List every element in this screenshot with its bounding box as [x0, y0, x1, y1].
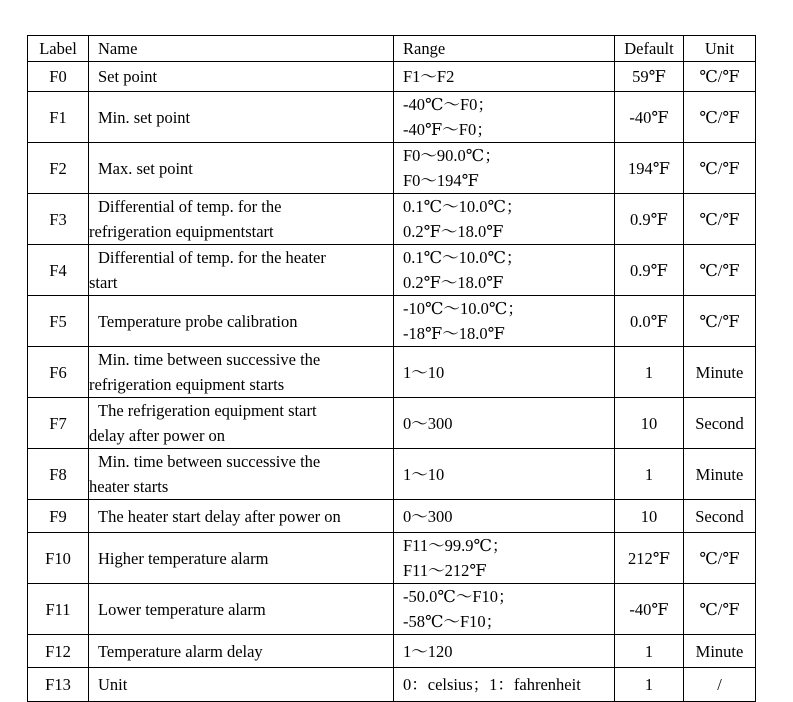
column-header-label: Label — [28, 36, 89, 62]
param-name — [89, 347, 394, 398]
table-row — [28, 449, 756, 500]
param-range-line: F0～194℉ — [403, 171, 479, 190]
param-label: F11 — [28, 584, 89, 635]
param-name-line: Temperature alarm delay — [98, 641, 263, 661]
param-range-line: 0～300 — [403, 506, 453, 526]
param-name — [89, 245, 394, 296]
param-name — [89, 398, 394, 449]
param-range-line: -10℃～10.0℃； — [403, 299, 524, 318]
param-default: 10 — [615, 398, 684, 449]
param-range-line: -40℃～F0； — [403, 95, 494, 114]
table-row — [28, 62, 756, 92]
param-range-line: -18℉～18.0℉ — [403, 324, 505, 343]
param-name — [89, 668, 394, 702]
table-row — [28, 245, 756, 296]
param-range-line: 0～300 — [403, 413, 453, 433]
param-unit: ℃/℉ — [684, 296, 756, 347]
param-range — [394, 347, 615, 398]
param-default: 0.0℉ — [615, 296, 684, 347]
param-range — [394, 500, 615, 533]
param-name-line: Lower temperature alarm — [98, 599, 266, 619]
param-label: F10 — [28, 533, 89, 584]
param-unit: ℃/℉ — [684, 533, 756, 584]
param-label: F5 — [28, 296, 89, 347]
param-range-line: F1～F2 — [403, 67, 455, 86]
param-range — [394, 398, 615, 449]
param-default: 1 — [615, 449, 684, 500]
param-name-line: Differential of temp. for the heater — [98, 248, 326, 267]
table-row — [28, 398, 756, 449]
column-header-unit: Unit — [684, 36, 756, 62]
param-label: F6 — [28, 347, 89, 398]
param-range — [394, 62, 615, 92]
param-name-line: The heater start delay after power on — [98, 506, 341, 526]
param-label: F13 — [28, 668, 89, 702]
param-name-line: heater starts — [89, 477, 169, 496]
param-name — [89, 533, 394, 584]
param-range-line: 1～120 — [403, 641, 453, 661]
param-label: F3 — [28, 194, 89, 245]
param-name — [89, 296, 394, 347]
param-range — [394, 449, 615, 500]
param-range-line: -50.0℃～F10； — [403, 587, 515, 606]
param-name-line: refrigeration equipmentstart — [89, 222, 274, 241]
param-unit: ℃/℉ — [684, 245, 756, 296]
param-range — [394, 92, 615, 143]
table-row — [28, 194, 756, 245]
param-range-line: 1～10 — [403, 362, 445, 382]
param-default: 0.9℉ — [615, 245, 684, 296]
param-unit: ℃/℉ — [684, 194, 756, 245]
param-range-line: 0.1℃～10.0℃； — [403, 197, 523, 216]
column-header-default: Default — [615, 36, 684, 62]
table-row — [28, 533, 756, 584]
param-unit: ℃/℉ — [684, 62, 756, 92]
param-name-line: Set point — [98, 67, 158, 86]
param-name-line: delay after power on — [89, 426, 226, 445]
param-default: 212℉ — [615, 533, 684, 584]
param-name-line: start — [89, 273, 118, 292]
param-name-line: The refrigeration equipment start — [98, 401, 317, 420]
param-default: 1 — [615, 347, 684, 398]
param-range — [394, 533, 615, 584]
param-label: F2 — [28, 143, 89, 194]
param-range-line: -58℃～F10； — [403, 612, 503, 631]
param-name — [89, 449, 394, 500]
param-name-line: Higher temperature alarm — [98, 548, 269, 568]
param-name — [89, 500, 394, 533]
param-name — [89, 92, 394, 143]
param-range — [394, 245, 615, 296]
table-row — [28, 143, 756, 194]
param-name-line: Min. time between successive the — [98, 452, 321, 471]
param-default: -40℉ — [615, 92, 684, 143]
param-name — [89, 143, 394, 194]
param-range-line: 0.1℃～10.0℃； — [403, 248, 523, 267]
param-label: F1 — [28, 92, 89, 143]
column-header-range: Range — [394, 36, 615, 62]
param-label: F9 — [28, 500, 89, 533]
param-default: 1 — [615, 668, 684, 702]
table-row — [28, 296, 756, 347]
param-unit: Second — [684, 500, 756, 533]
parameter-table — [27, 35, 756, 702]
param-range — [394, 296, 615, 347]
table-row — [28, 584, 756, 635]
param-default: 10 — [615, 500, 684, 533]
param-name — [89, 584, 394, 635]
param-default: -40℉ — [615, 584, 684, 635]
param-range — [394, 143, 615, 194]
param-name-line: Unit — [98, 675, 128, 694]
param-unit: Minute — [684, 449, 756, 500]
table-row — [28, 668, 756, 702]
header-row — [28, 36, 756, 62]
param-range-line: 0.2℉～18.0℉ — [403, 222, 504, 241]
param-range — [394, 668, 615, 702]
param-default: 59℉ — [615, 62, 684, 92]
param-range-line: F0～90.0℃； — [403, 146, 501, 165]
param-range-line: 1～10 — [403, 464, 445, 484]
param-range-line: 0：celsius；1：fahrenheit — [403, 675, 581, 694]
param-unit: Second — [684, 398, 756, 449]
param-label: F12 — [28, 635, 89, 668]
param-name-line: Min. set point — [98, 107, 191, 127]
param-range-line: -40℉～F0； — [403, 120, 493, 139]
param-unit: ℃/℉ — [684, 143, 756, 194]
param-range-line: 0.2℉～18.0℉ — [403, 273, 504, 292]
param-range — [394, 584, 615, 635]
param-name-line: Differential of temp. for the — [98, 197, 282, 216]
param-name-line: Temperature probe calibration — [98, 311, 298, 331]
param-unit: Minute — [684, 635, 756, 668]
param-name-line: Min. time between successive the — [98, 350, 321, 369]
param-name-line: Max. set point — [98, 158, 193, 178]
param-name — [89, 62, 394, 92]
column-header-name: Name — [89, 36, 394, 62]
param-label: F7 — [28, 398, 89, 449]
param-name-line: refrigeration equipment starts — [89, 375, 285, 394]
param-range-line: F11～99.9℃； — [403, 536, 509, 555]
param-unit: Minute — [684, 347, 756, 398]
param-label: F4 — [28, 245, 89, 296]
param-name — [89, 194, 394, 245]
param-range — [394, 194, 615, 245]
table-row — [28, 500, 756, 533]
table-row — [28, 92, 756, 143]
param-range — [394, 635, 615, 668]
table-row — [28, 635, 756, 668]
param-range-line: F11～212℉ — [403, 561, 487, 580]
table-row — [28, 347, 756, 398]
param-unit: ℃/℉ — [684, 92, 756, 143]
param-default: 194℉ — [615, 143, 684, 194]
param-label: F8 — [28, 449, 89, 500]
param-label: F0 — [28, 62, 89, 92]
param-name — [89, 635, 394, 668]
param-default: 0.9℉ — [615, 194, 684, 245]
param-unit: / — [684, 668, 756, 702]
param-default: 1 — [615, 635, 684, 668]
param-unit: ℃/℉ — [684, 584, 756, 635]
